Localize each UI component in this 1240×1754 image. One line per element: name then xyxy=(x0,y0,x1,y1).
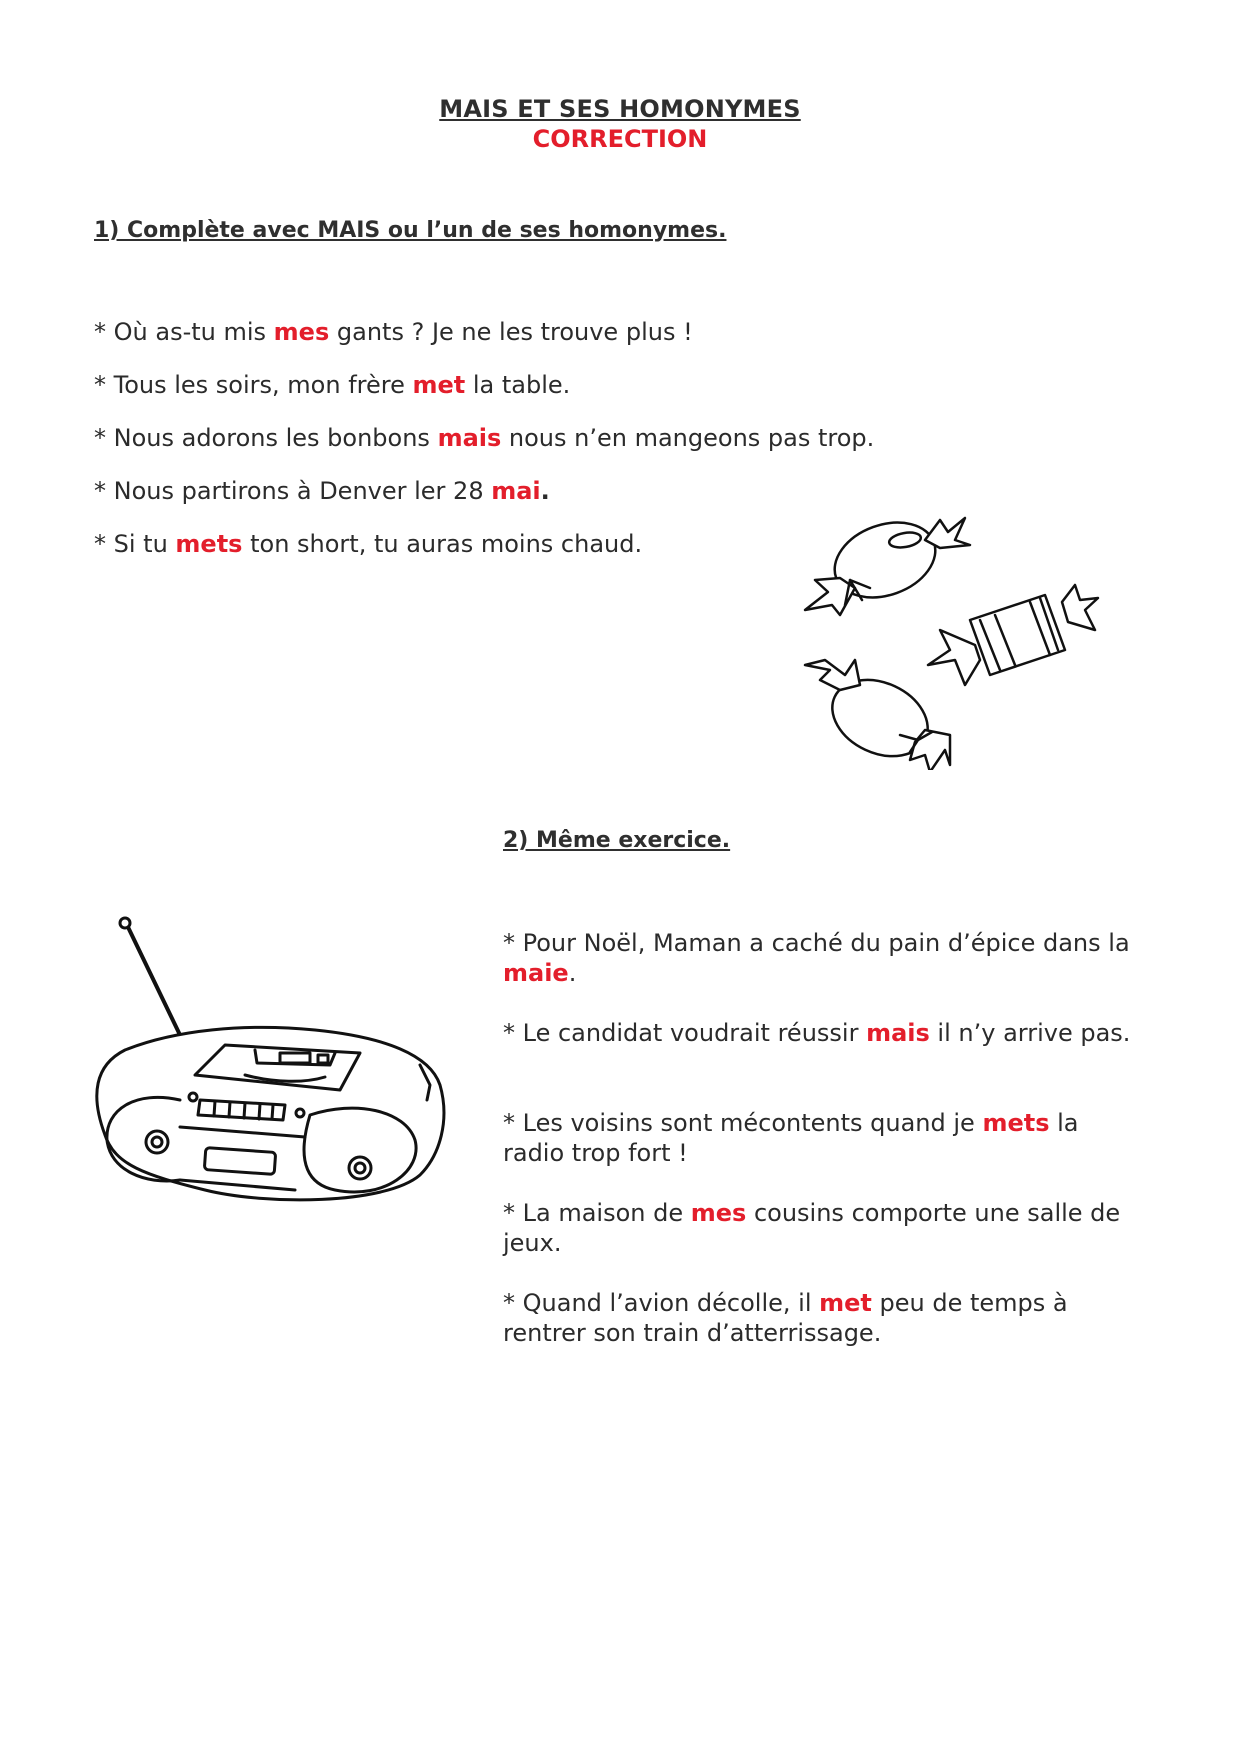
answer-word: mes xyxy=(690,1199,747,1227)
exercise-2-sentence xyxy=(503,1108,1143,1168)
sentence-text: ton short, tu auras moins chaud. xyxy=(242,530,643,558)
sentence-text: * La maison de xyxy=(503,1199,691,1227)
answer-word: mais xyxy=(866,1019,930,1047)
sentence-text: . xyxy=(540,477,550,505)
exercise-1-sentence xyxy=(94,529,642,559)
exercise-2-sentence xyxy=(503,1288,1143,1348)
sentence-text: la table. xyxy=(465,371,571,399)
answer-word: mets xyxy=(175,530,243,558)
sentence-text: * Où as-tu mis xyxy=(94,318,274,346)
sentence-text: gants ? Je ne les trouve plus ! xyxy=(329,318,693,346)
exercise-2-sentence xyxy=(503,1018,1143,1048)
sentence-text: * Nous partirons à Denver ler 28 xyxy=(94,477,492,505)
sentence-text: . xyxy=(568,959,577,987)
exercise-2-heading: 2) Même exercice. xyxy=(503,828,731,853)
sentence-text: * Tous les soirs, mon frère xyxy=(94,371,413,399)
exercise-1-sentence xyxy=(94,370,570,400)
exercise-2-sentence xyxy=(503,1198,1143,1258)
exercise-1-sentence xyxy=(94,423,874,453)
exercise-1-heading: 1) Complète avec MAIS ou l’un de ses homonymes. xyxy=(94,218,727,243)
sentence-text: * Les voisins sont mécontents quand je xyxy=(503,1109,983,1137)
answer-word: mes xyxy=(273,318,330,346)
answer-word: mets xyxy=(982,1109,1050,1137)
answer-word: met xyxy=(819,1289,872,1317)
answer-word: mai xyxy=(491,477,541,505)
sentence-text: la radio trop fort ! xyxy=(503,1109,1079,1167)
sentence-text: * Nous adorons les bonbons xyxy=(94,424,438,452)
exercise-1-sentence xyxy=(94,317,693,347)
sentence-text: * Si tu xyxy=(94,530,176,558)
answer-word: met xyxy=(412,371,466,399)
candies-illustration xyxy=(800,510,1100,770)
sentence-text: nous n’en mangeons pas trop. xyxy=(501,424,875,452)
answer-word: maie xyxy=(503,959,569,987)
sentence-text: il n’y arrive pas. xyxy=(929,1019,1131,1047)
exercise-2-sentence xyxy=(503,928,1143,988)
boombox-radio-illustration xyxy=(85,905,455,1225)
sentence-text: * Pour Noël, Maman a caché du pain d’épice dans la xyxy=(503,929,1130,957)
exercise-1-sentence xyxy=(94,476,550,506)
sentence-text: cousins comporte une salle de jeux. xyxy=(503,1199,1121,1257)
answer-word: mais xyxy=(437,424,502,452)
document-title: MAIS ET SES HOMONYMES xyxy=(439,95,801,123)
sentence-text: * Le candidat voudrait réussir xyxy=(503,1019,867,1047)
sentence-text: peu de temps à rentrer son train d’atterrissage. xyxy=(503,1289,1068,1347)
sentence-text: * Quand l’avion décolle, il xyxy=(503,1289,820,1317)
document-subtitle: CORRECTION xyxy=(532,125,708,153)
